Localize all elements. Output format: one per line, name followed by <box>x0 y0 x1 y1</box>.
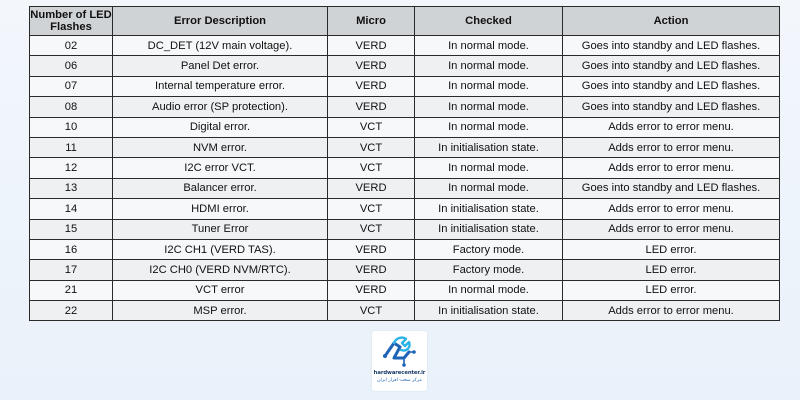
cell-checked: Factory mode. <box>415 239 563 259</box>
cell-micro: VERD <box>328 97 415 117</box>
cell-checked: In normal mode. <box>415 76 563 96</box>
cell-checked: In initialisation state. <box>415 137 563 157</box>
cell-micro: VERD <box>328 239 415 259</box>
cell-action: Adds error to error menu. <box>563 199 780 219</box>
cell-checked: Factory mode. <box>415 260 563 280</box>
cell-micro: VCT <box>328 137 415 157</box>
cell-error-description: I2C CH0 (VERD NVM/RTC). <box>113 260 328 280</box>
cell-checked: In initialisation state. <box>415 199 563 219</box>
cell-error-description: NVM error. <box>113 137 328 157</box>
table-row <box>30 36 780 56</box>
led-error-table <box>29 6 780 321</box>
site-logo <box>372 331 427 391</box>
cell-checked: In normal mode. <box>415 97 563 117</box>
cell-micro: VERD <box>328 260 415 280</box>
cell-error-description: Internal temperature error. <box>113 76 328 96</box>
cell-micro: VCT <box>328 219 415 239</box>
header-checked: Checked <box>415 7 563 36</box>
table-row <box>30 260 780 280</box>
table-row <box>30 158 780 178</box>
cell-micro: VERD <box>328 178 415 198</box>
cell-error-description: DC_DET (12V main voltage). <box>113 36 328 56</box>
cell-error-description: HDMI error. <box>113 199 328 219</box>
cell-checked: In normal mode. <box>415 56 563 76</box>
cell-action: LED error. <box>563 260 780 280</box>
logo-site-name: hardwarecenter.ir <box>373 370 426 376</box>
cell-error-description: Digital error. <box>113 117 328 137</box>
cell-error-description: VCT error <box>113 280 328 300</box>
cell-action: Adds error to error menu. <box>563 117 780 137</box>
cell-led-flashes: 21 <box>30 280 113 300</box>
cell-checked: In initialisation state. <box>415 301 563 321</box>
cell-error-description: Panel Det error. <box>113 56 328 76</box>
cell-action: LED error. <box>563 239 780 259</box>
cell-checked: In normal mode. <box>415 280 563 300</box>
cell-led-flashes: 15 <box>30 219 113 239</box>
cell-micro: VERD <box>328 280 415 300</box>
cell-error-description: Audio error (SP protection). <box>113 97 328 117</box>
cell-checked: In normal mode. <box>415 36 563 56</box>
cell-micro: VERD <box>328 76 415 96</box>
cell-action: Goes into standby and LED flashes. <box>563 36 780 56</box>
cell-action: Goes into standby and LED flashes. <box>563 97 780 117</box>
cell-led-flashes: 08 <box>30 97 113 117</box>
cell-checked: In initialisation state. <box>415 219 563 239</box>
cell-led-flashes: 17 <box>30 260 113 280</box>
cell-led-flashes: 07 <box>30 76 113 96</box>
table-row <box>30 97 780 117</box>
cell-action: Goes into standby and LED flashes. <box>563 76 780 96</box>
table-row <box>30 178 780 198</box>
cell-led-flashes: 22 <box>30 301 113 321</box>
cell-error-description: I2C CH1 (VERD TAS). <box>113 239 328 259</box>
cell-led-flashes: 14 <box>30 199 113 219</box>
table-row <box>30 137 780 157</box>
table-row <box>30 56 780 76</box>
cell-led-flashes: 02 <box>30 36 113 56</box>
header-micro: Micro <box>328 7 415 36</box>
cell-error-description: Tuner Error <box>113 219 328 239</box>
cell-micro: VERD <box>328 56 415 76</box>
cell-led-flashes: 06 <box>30 56 113 76</box>
table-row <box>30 280 780 300</box>
cell-action: Adds error to error menu. <box>563 301 780 321</box>
cell-led-flashes: 11 <box>30 137 113 157</box>
cell-checked: In normal mode. <box>415 178 563 198</box>
table-body <box>30 36 780 321</box>
cell-checked: In normal mode. <box>415 117 563 137</box>
table-row <box>30 199 780 219</box>
table-header <box>30 7 780 36</box>
cell-error-description: Balancer error. <box>113 178 328 198</box>
header-error-description: Error Description <box>113 7 328 36</box>
cell-micro: VCT <box>328 158 415 178</box>
cell-action: Adds error to error menu. <box>563 219 780 239</box>
logo-tagline: مرکز سخت افزار ایران <box>377 378 422 383</box>
cell-micro: VCT <box>328 199 415 219</box>
cell-led-flashes: 12 <box>30 158 113 178</box>
cell-action: Goes into standby and LED flashes. <box>563 56 780 76</box>
header-action: Action <box>563 7 780 36</box>
cell-micro: VCT <box>328 117 415 137</box>
cell-action: Adds error to error menu. <box>563 137 780 157</box>
wrench-circuit-logo-icon <box>382 334 417 368</box>
cell-action: LED error. <box>563 280 780 300</box>
table-row <box>30 219 780 239</box>
cell-error-description: MSP error. <box>113 301 328 321</box>
table-row <box>30 301 780 321</box>
cell-error-description: I2C error VCT. <box>113 158 328 178</box>
cell-micro: VCT <box>328 301 415 321</box>
cell-led-flashes: 16 <box>30 239 113 259</box>
table-row <box>30 239 780 259</box>
table-row <box>30 76 780 96</box>
cell-led-flashes: 13 <box>30 178 113 198</box>
cell-action: Adds error to error menu. <box>563 158 780 178</box>
cell-checked: In normal mode. <box>415 158 563 178</box>
cell-action: Goes into standby and LED flashes. <box>563 178 780 198</box>
header-led-flashes: Number of LED Flashes <box>30 7 113 36</box>
cell-micro: VERD <box>328 36 415 56</box>
table-row <box>30 117 780 137</box>
cell-led-flashes: 10 <box>30 117 113 137</box>
